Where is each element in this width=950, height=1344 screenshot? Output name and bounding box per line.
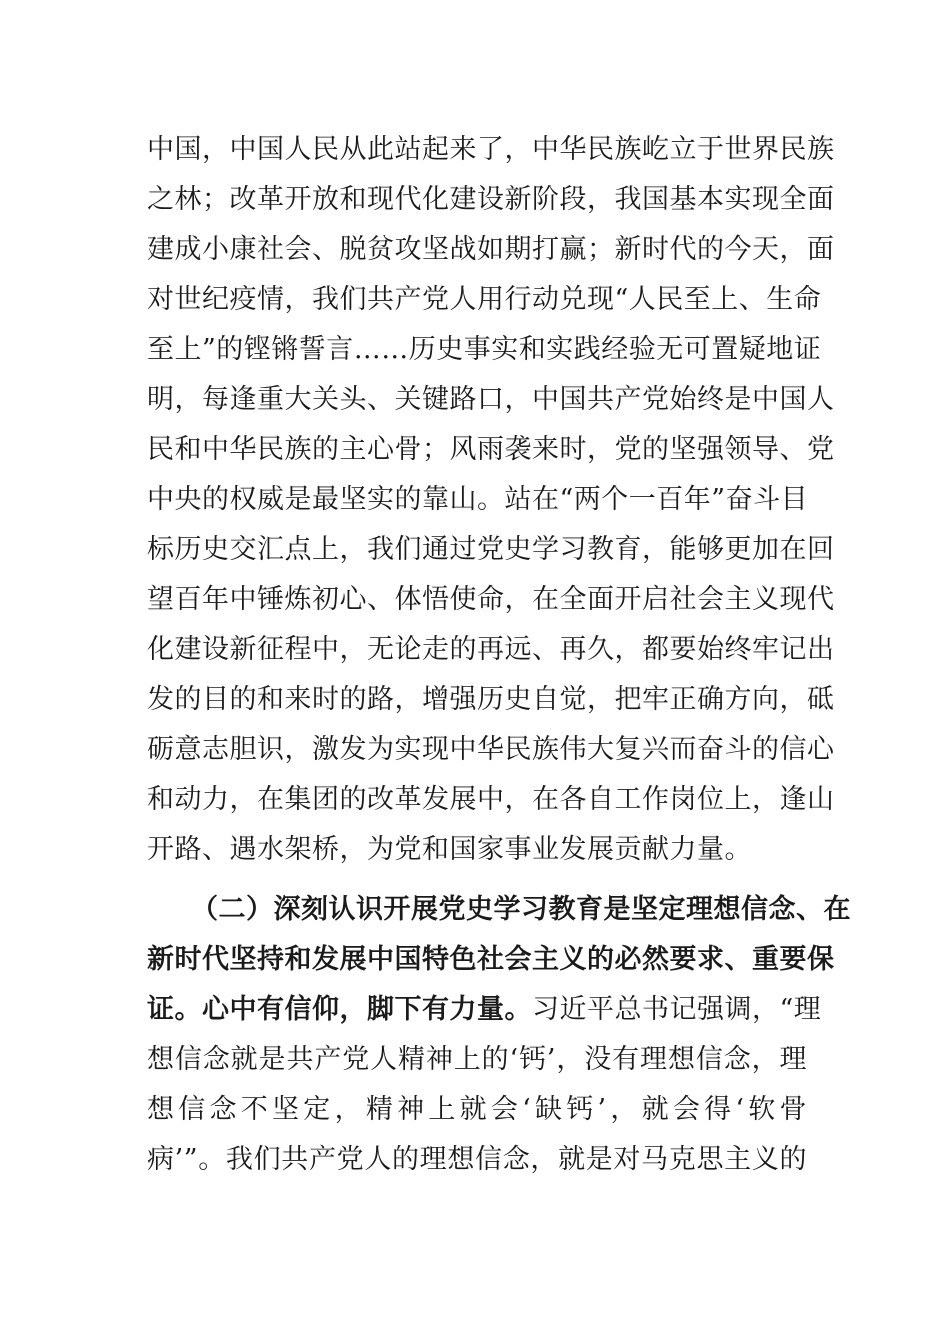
paragraph-line: 开路、遇水架桥，为党和国家事业发展贡献力量。 [147, 834, 752, 865]
paragraph-1 [147, 125, 835, 875]
document-body [147, 125, 851, 1185]
paragraph-line: 明，每逢重大关头、关键路口，中国共产党始终是中国人 [147, 384, 835, 415]
paragraph-line: 中央的权威是最坚实的靠山。站在“两个一百年”奋斗目 [147, 484, 809, 515]
paragraph-line: 想信念不坚定，精神上就会‘缺钙’，就会得‘软骨 [147, 1094, 807, 1125]
paragraph-2 [147, 885, 851, 1185]
paragraph-line: 民和中华民族的主心骨；风雨袭来时，党的坚强领导、党 [147, 434, 835, 465]
paragraph-line: 中国，中国人民从此站起来了，中华民族屹立于世界民族 [147, 134, 835, 165]
paragraph-spacer [147, 875, 807, 885]
paragraph-line: 想信念就是共产党人精神上的‘钙’，没有理想信念，理 [147, 1044, 807, 1075]
paragraph-line: 望百年中锤炼初心、体悟使命，在全面开启社会主义现代 [147, 584, 835, 615]
mixed-line [147, 985, 822, 1035]
paragraph-line: 标历史交汇点上，我们通过党史学习教育，能够更加在回 [147, 534, 835, 565]
paragraph-line: 之林；改革开放和现代化建设新阶段，我国基本实现全面 [147, 184, 835, 215]
paragraph-line: 化建设新征程中，无论走的再远、再久，都要始终牢记出 [147, 634, 835, 665]
paragraph-line: 和动力，在集团的改革发展中，在各自工作岗位上，逢山 [147, 784, 835, 815]
section-heading-line: 新时代坚持和发展中国特色社会主义的必然要求、重要保 [147, 944, 835, 975]
paragraph-line: 至上”的铿锵誓言……历史事实和实践经验无可置疑地证 [147, 334, 822, 365]
section-heading-tail: 证。心中有信仰，脚下有力量。 [147, 994, 532, 1025]
paragraph-line: 病’”。我们共产党人的理想信念，就是对马克思主义的 [147, 1144, 807, 1175]
paragraph-line: 砺意志胆识，激发为实现中华民族伟大复兴而奋斗的信心 [147, 734, 835, 765]
paragraph-text: 习近平总书记强调，“理 [532, 994, 822, 1025]
paragraph-line: 对世纪疫情，我们共产党人用行动兑现“人民至上、生命 [147, 284, 822, 315]
paragraph-line: 建成小康社会、脱贫攻坚战如期打赢；新时代的今天，面 [147, 234, 835, 265]
paragraph-line: 发的目的和来时的路，增强历史自觉，把牢正确方向，砥 [147, 684, 835, 715]
section-heading-line: （二）深刻认识开展党史学习教育是坚定理想信念、在 [191, 894, 851, 925]
